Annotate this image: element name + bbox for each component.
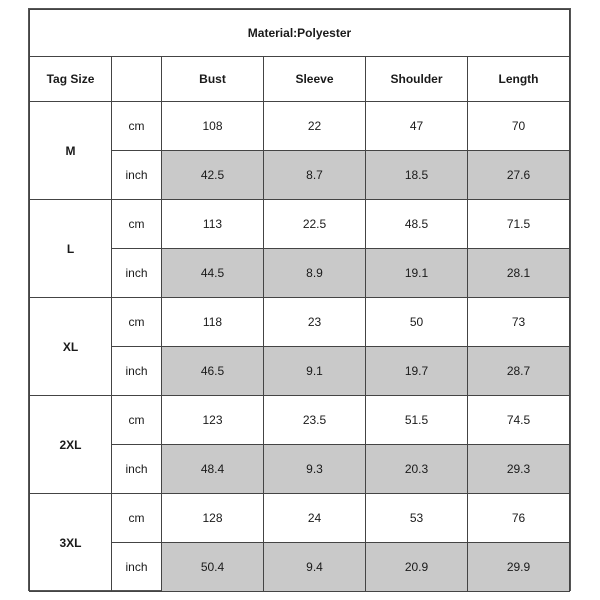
sleeve-value: 22.5: [264, 200, 366, 249]
table-title: Material:Polyester: [30, 10, 570, 57]
length-value: 74.5: [468, 396, 570, 445]
size-label: XL: [30, 298, 112, 396]
unit-label: cm: [112, 494, 162, 543]
size-label: 2XL: [30, 396, 112, 494]
unit-label: inch: [112, 249, 162, 298]
shoulder-value: 48.5: [366, 200, 468, 249]
sleeve-value: 24: [264, 494, 366, 543]
size-label: M: [30, 102, 112, 200]
bust-value: 123: [162, 396, 264, 445]
bust-value: 113: [162, 200, 264, 249]
length-value: 70: [468, 102, 570, 151]
length-value: 27.6: [468, 151, 570, 200]
unit-label: inch: [112, 543, 162, 592]
unit-label: inch: [112, 151, 162, 200]
shoulder-value: 50: [366, 298, 468, 347]
size-label: 3XL: [30, 494, 112, 592]
header-length: Length: [468, 57, 570, 102]
bust-value: 108: [162, 102, 264, 151]
size-chart: [28, 8, 571, 591]
unit-label: inch: [112, 347, 162, 396]
unit-label: cm: [112, 298, 162, 347]
length-value: 76: [468, 494, 570, 543]
size-label: L: [30, 200, 112, 298]
shoulder-value: 53: [366, 494, 468, 543]
header-tag-size: Tag Size: [30, 57, 112, 102]
bust-value: 42.5: [162, 151, 264, 200]
table-row: [30, 494, 570, 543]
length-value: 71.5: [468, 200, 570, 249]
table-row: [30, 200, 570, 249]
table-row: [30, 298, 570, 347]
unit-label: cm: [112, 200, 162, 249]
header-unit: [112, 57, 162, 102]
bust-value: 128: [162, 494, 264, 543]
length-value: 73: [468, 298, 570, 347]
unit-label: inch: [112, 445, 162, 494]
bust-value: 50.4: [162, 543, 264, 592]
bust-value: 48.4: [162, 445, 264, 494]
shoulder-value: 47: [366, 102, 468, 151]
header-bust: Bust: [162, 57, 264, 102]
sleeve-value: 9.3: [264, 445, 366, 494]
sleeve-value: 22: [264, 102, 366, 151]
unit-label: cm: [112, 396, 162, 445]
sleeve-value: 23.5: [264, 396, 366, 445]
sleeve-value: 8.7: [264, 151, 366, 200]
header-shoulder: Shoulder: [366, 57, 468, 102]
length-value: 28.1: [468, 249, 570, 298]
length-value: 29.3: [468, 445, 570, 494]
bust-value: 44.5: [162, 249, 264, 298]
sleeve-value: 23: [264, 298, 366, 347]
bust-value: 46.5: [162, 347, 264, 396]
sleeve-value: 8.9: [264, 249, 366, 298]
bust-value: 118: [162, 298, 264, 347]
length-value: 28.7: [468, 347, 570, 396]
shoulder-value: 20.3: [366, 445, 468, 494]
table-row: [30, 396, 570, 445]
shoulder-value: 19.1: [366, 249, 468, 298]
table-row: [30, 102, 570, 151]
length-value: 29.9: [468, 543, 570, 592]
sleeve-value: 9.4: [264, 543, 366, 592]
sleeve-value: 9.1: [264, 347, 366, 396]
shoulder-value: 20.9: [366, 543, 468, 592]
shoulder-value: 51.5: [366, 396, 468, 445]
shoulder-value: 18.5: [366, 151, 468, 200]
shoulder-value: 19.7: [366, 347, 468, 396]
header-sleeve: Sleeve: [264, 57, 366, 102]
size-table: [29, 9, 570, 592]
unit-label: cm: [112, 102, 162, 151]
